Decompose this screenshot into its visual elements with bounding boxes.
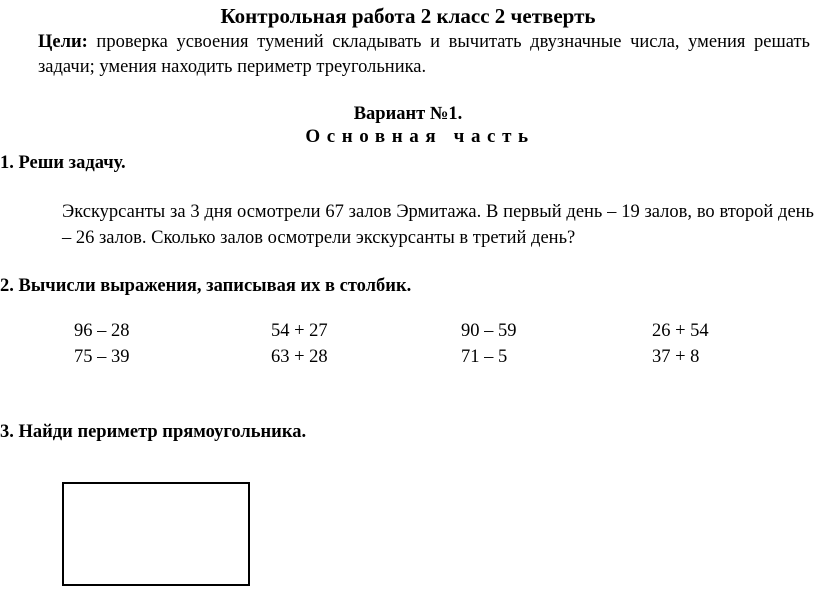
variant-heading: Вариант №1.	[353, 104, 463, 124]
task-1-heading: 1. Реши задачу.	[0, 153, 126, 173]
rectangle-figure	[62, 482, 250, 586]
goals-label: Цели:	[38, 32, 88, 52]
goals-text: проверка усвоения тумений складывать и вычитать двузначные числа, умения решать задачи; умения находить периметр треугольника.	[38, 32, 810, 77]
expression-r1-c4: 26 + 54	[652, 321, 709, 341]
expression-r1-c2: 54 + 27	[271, 321, 328, 341]
expression-r2-c3: 71 – 5	[461, 347, 508, 367]
task-1-problem-text: Экскурсанты за 3 дня осмотрели 67 залов Эрмитажа. В первый день – 19 залов, во второй день – 26 залов. Сколько залов осмотрели экскурсанты в третий день?	[62, 202, 814, 248]
expression-r1-c3: 90 – 59	[461, 321, 517, 341]
task-3-heading: 3. Найди периметр прямоугольника.	[0, 422, 307, 442]
page-title: Контрольная работа 2 класс 2 четверть	[220, 4, 596, 28]
task-2-heading: 2. Вычисли выражения, записывая их в столбик.	[0, 276, 412, 296]
expression-r2-c4: 37 + 8	[652, 347, 700, 367]
expression-r2-c1: 75 – 39	[74, 347, 130, 367]
expression-r2-c2: 63 + 28	[271, 347, 328, 367]
main-part-heading: Основная часть	[305, 126, 535, 147]
expression-r1-c1: 96 – 28	[74, 321, 130, 341]
goals-paragraph	[38, 30, 810, 80]
